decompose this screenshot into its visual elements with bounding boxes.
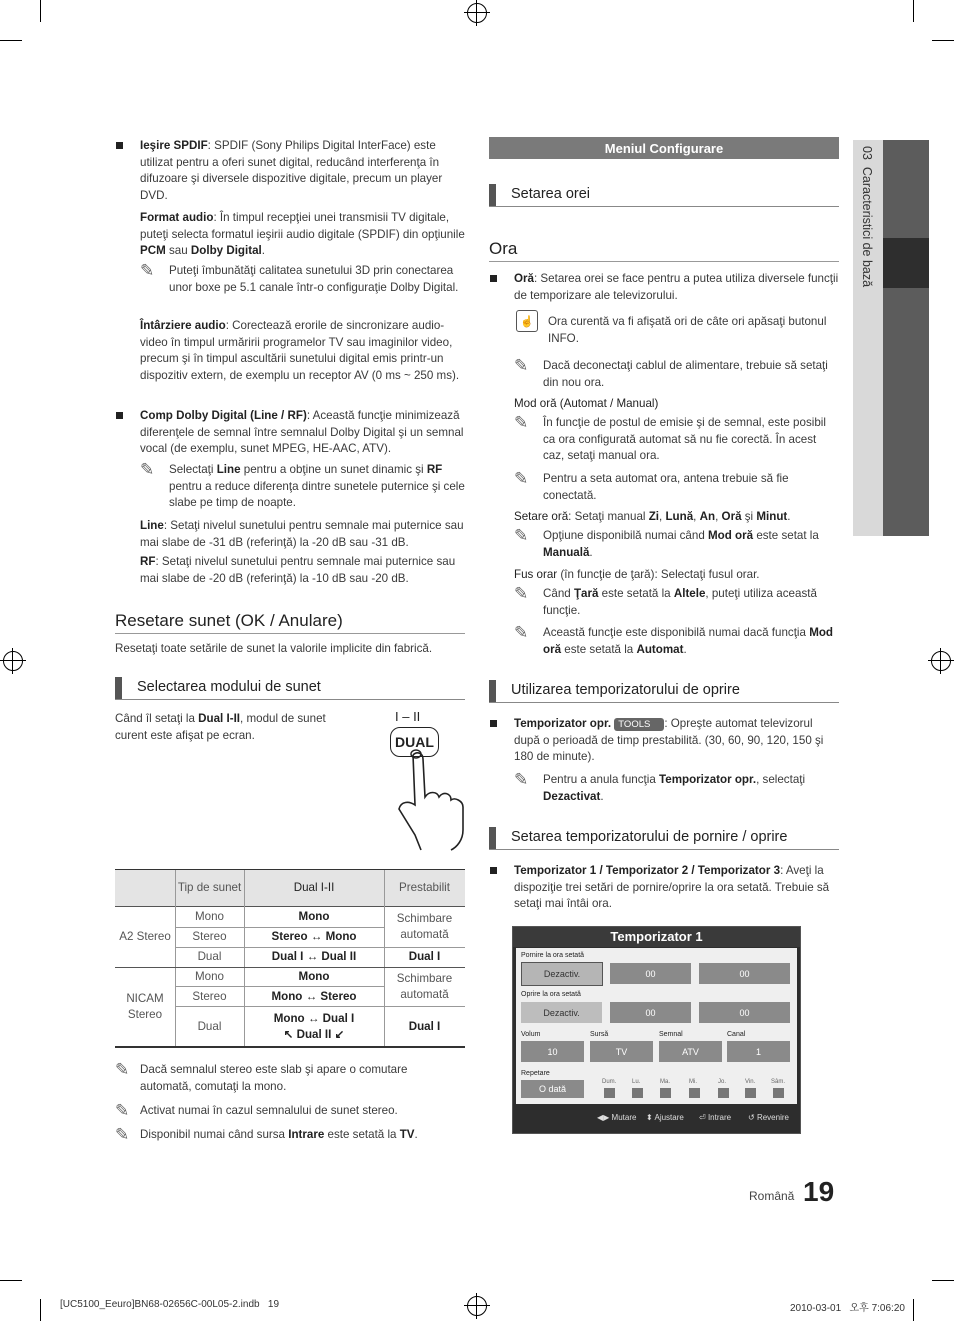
return-icon: ↺ [748,1113,755,1122]
osd-field[interactable]: 00 [699,1002,790,1023]
note-pencil-icon: ✎ [115,1060,130,1080]
table-cell-line: Mono ↔ Dual Ι [273,1011,355,1025]
osd-nav-adjust [646,1113,684,1122]
osd-nav-enter [699,1113,731,1122]
bullet-icon [490,720,497,727]
table-header-cell: Prestabilit [384,870,465,906]
osd-day-label: Ma. [660,1079,671,1085]
table-row-nicam-label: NICAM Stereo [126,992,164,1021]
osd-day-checkbox[interactable] [745,1088,756,1098]
timer-osd-screen [512,926,801,1134]
file-info: [UC5100_Eeuro]BN68-02656C-00L05-2.indb 19 [60,1299,280,1310]
note-pencil-icon: ✎ [115,1101,130,1121]
osd-label: Pornire la ora setată [521,952,585,959]
table-cell: Dual Ι [408,1019,441,1033]
table-cell: Mono [298,970,330,983]
osd-field[interactable]: ATV [659,1041,722,1062]
crop-mark [0,1280,22,1281]
osd-field[interactable]: 00 [699,963,790,984]
sound-mode-title: Selectarea modului de sunet [137,679,321,695]
table-cell: Mono [194,910,224,923]
table-cell: Dual [197,1019,222,1033]
crop-mark [932,1280,954,1281]
table-cell: Stereo ↔ Mono [271,930,357,943]
note-3d-sound: Puteţi îmbunătăţi calitatea sunetului 3D prin conectarea unor boxe pe 5.1 canale într-o configuraţie Dolby Digital. [169,264,459,294]
table-header-cell: Tip de sunet [175,870,244,906]
osd-dropdown[interactable]: Dezactiv. [521,962,603,986]
sound-mode-text: Când îl setaţi la Dual Ι-ΙΙ, modul de sunet curent este afişat pe ecran. [115,712,326,742]
table-cell: Schimbare automată [396,972,453,1001]
tools-badge: TOOLS [614,718,664,731]
osd-nav-label: Ajustare [654,1113,684,1122]
ora-paragraph: Oră: Setarea orei se face pentru a putea utiliza diversele funcţii de temporizare ale televizorului. [514,272,839,302]
onoff-timer-paragraph: Temporizator 1 / Temporizator 2 / Temporizator 3: Aveţi la dispoziţie trei setări de pornire/oprire la ora setată. Trebuie să setaţi mai întâi ora. [514,864,830,911]
divider [115,633,465,634]
enter-icon: ⏎ [699,1113,706,1122]
table-cell: Mono [194,970,224,983]
heading-bar [489,827,496,849]
hand-pointer-icon [385,745,475,855]
osd-day-checkbox[interactable] [632,1088,643,1098]
table-cell: Mono ↔ Stereo [271,989,357,1003]
table-cell: Mono [298,910,330,923]
heading-bar [115,677,122,699]
comp-dolby-paragraph: Comp Dolby Digital (Line / RF): Această funcţie minimizează diferenţele de semnal între semnalul Dolby Digital şi un semnal vocal (de exemplu, sunet MPEG, HE-AAC, ATV). [140,409,464,456]
registration-mark-icon [467,1296,487,1316]
note-stereo-only: Activat numai în cazul semnalului de sunet stereo. [140,1104,398,1117]
side-tab-dark [883,140,929,238]
auto-mode-note: Această funcţie este disponibilă numai dacă funcţia Mod oră este setată la Automat. [543,626,834,656]
registration-mark-icon [931,651,951,671]
onoff-timer-title: Setarea temporizatorului de pornire / oprire [511,829,788,845]
rf-description: RF: Setaţi nivelul sunetului pentru semnale mai puternice sau mai slabe de -20 dB (referinţă) la -10 dB sau -20 dB. [140,555,456,585]
osd-nav-label: Mutare [611,1113,637,1122]
osd-field[interactable]: Dezactiv. [521,1002,602,1023]
clock-heading [489,184,839,207]
timezone-paragraph: Fus orar (în funcţie de ţară): Selectaţi fusul orar. [514,568,760,581]
osd-label: Semnal [659,1031,683,1038]
manual-note: Opţiune disponibilă numai când Mod oră este setat la Manuală. [543,529,819,559]
clock-title: Setarea orei [511,186,590,202]
table-cell: Dual [197,950,222,963]
sleep-timer-title: Utilizarea temporizatorului de oprire [511,682,740,698]
dual-label: Ι – ΙΙ [395,709,421,724]
crop-mark [932,40,954,41]
crop-mark [40,1299,41,1321]
osd-day-label: Dum. [602,1079,617,1085]
crop-mark [913,0,914,22]
bullet-icon [116,412,123,419]
note-pencil-icon: ✎ [514,526,529,546]
note-weak-stereo: Dacă semnalul stereo este slab şi apare o comutare automată, comutaţi la mono. [140,1063,408,1093]
chapter-title: Caracteristici de bază [860,166,874,288]
note-line-rf: Selectaţi Line pentru a obţine un sunet dinamic şi RF pentru a reduce diferenţa dintre sunetele puternice şi cele slabe pe timp de noapte. [169,463,465,510]
onoff-timer-heading [489,827,839,850]
move-arrows-icon: ◀▶ [597,1113,610,1122]
chapter-number: 03 [860,146,874,160]
note-pencil-icon: ✎ [514,356,529,376]
osd-day-checkbox[interactable] [773,1088,784,1098]
note-pencil-icon: ✎ [514,770,529,790]
osd-day-label: Vin. [745,1079,756,1085]
osd-label: Volum [521,1031,541,1038]
sleep-timer-heading [489,680,839,703]
reset-sound-heading: Resetare sunet (OK / Anulare) [115,611,343,630]
clock-set-paragraph: Setare oră: Setaţi manual Zi, Lună, An, Oră şi Minut. [514,510,791,523]
table-cell: Stereo [192,930,227,943]
table-header-cell [115,870,175,906]
page-number: 19 [803,1176,835,1207]
osd-field[interactable]: 00 [610,963,691,984]
note-source-tv: Disponibil numai când sursa Intrare este setată la TV. [140,1128,418,1141]
osd-nav-label: Intrare [707,1113,732,1122]
side-tab-black [883,238,929,288]
note-pencil-icon: ✎ [140,460,155,480]
country-note: Când Ţară este setată la Altele, puteţi utiliza această funcţie. [543,587,817,617]
table-cell: Schimbare automată [396,912,453,941]
ora-heading: Ora [489,239,518,258]
osd-day-label: Jo. [718,1079,727,1085]
unplug-note: Dacă deconectaţi cablul de alimentare, trebuie să setaţi din nou ora. [543,359,828,389]
note-pencil-icon: ✎ [115,1125,130,1145]
osd-nav-return [748,1113,789,1122]
osd-day-checkbox[interactable] [689,1088,700,1098]
print-date: 2010-03-01 오후 7:06:20 [790,1303,905,1314]
table-header-cell: Dual Ι-ΙΙ [244,870,384,906]
format-audio-paragraph: Format audio: În timpul recepţiei unei transmisii TV digitale, puteţi selecta formatul ieşirii audio digitale (SPDIF) din opţiunile PCM sau Dolby Digital. [140,211,465,258]
auto-clock-note: În funcţie de postul de emisie şi de semnal, este posibil ca ora configurată automat să nu fie corectă. În acest caz, setaţi manual ora. [543,416,826,463]
menu-banner: Meniul Configurare [489,137,839,159]
clock-mode-title: Mod oră (Automat / Manual) [514,397,659,410]
osd-day-checkbox[interactable] [660,1088,671,1098]
osd-nav-move [597,1113,636,1122]
crop-mark [40,0,41,22]
info-note-icon: ☝ [516,310,538,332]
note-pencil-icon: ✎ [514,469,529,489]
bullet-icon [116,142,123,149]
note-pencil-icon: ✎ [140,261,155,281]
sleep-timer-note: Pentru a anula funcţia Temporizator opr., selectaţi Dezactivat. [543,773,806,803]
table-cell-line: ↖ Dual ΙΙ ↙ [283,1027,345,1041]
dual-button: DUAL [390,727,439,757]
sleep-timer-paragraph: Temporizator opr. TOOLS : Opreşte automat televizorul după o perioadă de timp prestabilită. (30, 60, 90, 120, 150 şi 180 de minute). [514,717,824,764]
chapter-label [860,146,874,287]
language-label: Română [749,1189,795,1203]
note-pencil-icon: ✎ [514,623,529,643]
osd-field[interactable]: 00 [610,1002,691,1023]
table-cell [244,1007,384,1046]
osd-day-label: Lu. [632,1079,641,1085]
osd-field[interactable]: 1 [727,1041,790,1062]
osd-label: Canal [727,1031,746,1038]
osd-nav-label: Revenire [756,1113,789,1122]
crop-mark [0,40,22,41]
spdif-paragraph: Ieşire SPDIF: SPDIF (Sony Philips Digital InterFace) este utilizat pentru a oferi sunet digital, reducând interferenţa în difuzoare şi diversele dispozitive digitale, precum un player DVD. [140,139,443,202]
heading-bar [489,680,496,702]
osd-field[interactable]: 10 [521,1041,584,1062]
table-cell: Stereo [192,989,227,1003]
table-row-a2-label: A2 Stereo [119,930,171,943]
reset-sound-text: Resetaţi toate setările de sunet la valorile implicite din fabrică. [115,642,433,655]
audio-delay-paragraph: Întârziere audio: Corectează erorile de sincronizare audio-video în timpul urmăririi programelor TV sau imaginilor video, precum şi în timpul ascultării sunetului digital emis printr-un dispozitiv extern, de exemplu un receptor AV (0 ms ~ 250 ms). [140,319,460,382]
table-cell: Dual Ι ↔ Dual ΙΙ [271,950,357,963]
bullet-icon [490,867,497,874]
osd-day-checkbox[interactable] [604,1088,615,1098]
osd-field[interactable]: O dată [521,1080,584,1098]
table-cell: Dual Ι [408,950,441,963]
note-pencil-icon: ✎ [514,584,529,604]
crop-mark [913,1299,914,1321]
table-rule [115,1046,465,1048]
antenna-note: Pentru a seta automat ora, antena trebuie să fie conectată. [543,472,789,502]
osd-day-label: Mi. [689,1079,697,1085]
side-tab-dark [883,288,929,536]
osd-title: Temporizator 1 [513,927,800,947]
updown-arrows-icon: ⬍ [646,1113,653,1122]
line-description: Line: Setaţi nivelul sunetului pentru semnale mai puternice sau mai slabe de -31 dB (referinţă) la -20 dB sau -31 dB. [140,519,464,549]
sound-mode-heading [115,677,465,700]
note-pencil-icon: ✎ [514,413,529,433]
registration-mark-icon [467,3,487,23]
osd-day-checkbox[interactable] [718,1088,729,1098]
info-note: Ora curentă va fi afişată ori de câte ori apăsaţi butonul INFO. [548,315,827,345]
osd-label: Sursă [590,1031,609,1038]
registration-mark-icon [3,651,23,671]
osd-label: Oprire la ora setată [521,991,581,998]
osd-field[interactable]: TV [590,1041,653,1062]
bullet-icon [490,275,497,282]
heading-bar [489,184,496,206]
divider [489,261,839,262]
osd-day-label: Sâm. [771,1079,786,1085]
osd-label: Repetare [521,1070,550,1077]
